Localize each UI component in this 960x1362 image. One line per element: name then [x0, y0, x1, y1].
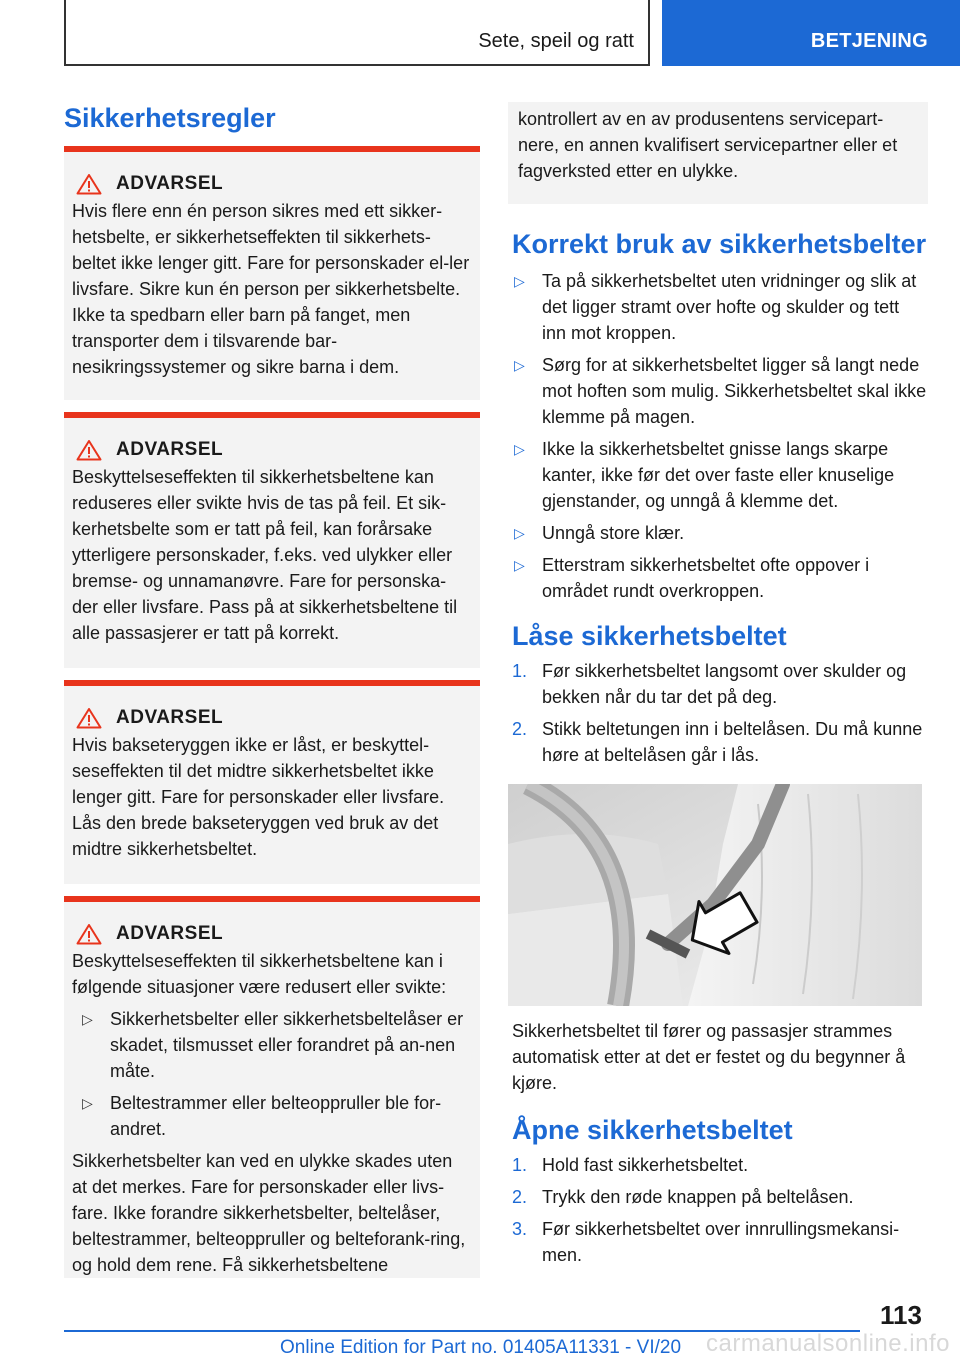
heading-lock-belt: Låse sikkerhetsbeltet	[512, 621, 787, 651]
triangle-bullet-icon: ▷	[82, 1011, 93, 1027]
triangle-bullet-icon: ▷	[514, 357, 525, 373]
warning-box-3	[64, 680, 480, 884]
section-title: Sete, speil og ratt	[478, 30, 634, 52]
header-chapter-tab[interactable]	[662, 0, 960, 66]
triangle-bullet-icon: ▷	[514, 525, 525, 541]
list-item: ▷ Sikkerhetsbelter eller sikkerhetsbeltelåser er skadet, tilsmusset eller forandret på an-nen måte.	[80, 1006, 472, 1084]
list-item: 2. Trykk den røde knappen på beltelåsen.	[512, 1187, 854, 1207]
list-item: ▷ Unngå store klær.	[512, 520, 928, 546]
warning-triangle-icon	[76, 172, 106, 196]
warning-box-4	[64, 896, 480, 1278]
page-number: 113	[880, 1300, 922, 1330]
figure-caption: Sikkerhetsbeltet til fører og passasjer strammes automatisk etter at det er festet og du begynner å kjøre.	[512, 1021, 906, 1093]
heading-correct-use: Korrekt bruk av sikkerhetsbelter	[512, 229, 927, 259]
triangle-bullet-icon: ▷	[514, 441, 525, 457]
list-item: ▷ Beltestrammer eller belteoppruller ble for-andret.	[80, 1090, 472, 1142]
list-item: 1. Før sikkerhetsbeltet langsomt over skulder og bekken når du tar det på deg.	[512, 661, 907, 707]
warning-list	[72, 1006, 472, 1142]
warning-outro: Sikkerhetsbelter kan ved en ulykke skades uten at det merkes. Fare for personskader eller livs-fare. Ikke forandre sikkerhetsbelter, beltelåser, beltestrammer, belteoppruller og belteforank-ring, og hold dem rene. Få sikkerhetsbeltene	[72, 1151, 466, 1275]
list-item: 3. Før sikkerhetsbeltet over innrullingsmekansi-men.	[512, 1219, 900, 1265]
watermark: carmanualsonline.info	[706, 1330, 950, 1357]
triangle-bullet-icon: ▷	[514, 557, 525, 573]
continued-text: kontrollert av en av produsentens servicepart-nere, en annen kvalifisert servicepartner eller et fagverksted etter en ulykke.	[518, 109, 898, 181]
triangle-bullet-icon: ▷	[82, 1095, 93, 1111]
list-item: ▷ Sørg for at sikkerhetsbeltet ligger så langt nede mot hoften som mulig. Sikkerhetsbeltet skal ikke klemme på magen.	[512, 352, 928, 430]
warning-triangle-icon	[76, 922, 106, 946]
right-column	[508, 102, 928, 1274]
warning-title: ADVARSEL	[116, 439, 224, 460]
lock-steps	[512, 658, 928, 768]
left-column	[64, 100, 480, 1278]
open-steps	[512, 1152, 928, 1268]
heading-open-belt: Åpne sikkerhetsbeltet	[512, 1115, 793, 1145]
list-item: ▷ Ta på sikkerhetsbeltet uten vridninger og slik at det ligger stramt over hofte og skulder og tett inn mot kroppen.	[512, 268, 928, 346]
warning-box-2	[64, 412, 480, 668]
header-section-box	[64, 0, 650, 66]
warning-text: Beskyttelseseffekten til sikkerhetsbeltene kan reduseres eller svikte hvis de tas på feil. Et sik-kerhetsbelte som er tatt på feil, kan forårsake ytterligere personskader, f.eks. ved ulykker eller bremse- og unnamanøvre. Fare for personska-der eller livsfare. Pass på at sikkerhetsbeltene til alle passasjerer er tatt på korrekt.	[72, 467, 458, 643]
list-item: 2. Stikk beltetungen inn i beltelåsen. Du må kunne høre at beltelåsen går i lås.	[512, 719, 923, 765]
warning-title: ADVARSEL	[116, 923, 224, 944]
correct-use-list	[512, 268, 928, 604]
list-item: 1. Hold fast sikkerhetsbeltet.	[512, 1155, 749, 1175]
warning-triangle-icon	[76, 438, 106, 462]
warning-text: Hvis bakseteryggen ikke er låst, er beskyttel-seseffekten til det midtre sikkerhetsbeltet ikke lenger gitt. Fare for personskader eller livsfare. Lås den brede bakseteryggen ved bruk av det midtre sikkerhetsbeltet.	[72, 735, 445, 859]
chapter-title: BETJENING	[810, 30, 928, 52]
warning-box-1	[64, 146, 480, 400]
footer-edition: Online Edition for Part no. 01405A11331 - VI/20	[280, 1337, 682, 1358]
continued-warning-box	[508, 102, 928, 204]
warning-title: ADVARSEL	[116, 707, 224, 728]
list-item: ▷ Ikke la sikkerhetsbeltet gnisse langs skarpe kanter, ikke før det over faste eller knuselige gjenstander, og unngå å klemme det.	[512, 436, 928, 514]
warning-title: ADVARSEL	[116, 173, 224, 194]
triangle-bullet-icon: ▷	[514, 273, 525, 289]
heading-safety-rules: Sikkerhetsregler	[64, 103, 276, 133]
warning-triangle-icon	[76, 706, 106, 730]
seat-belt-buckle-illustration	[508, 784, 922, 1006]
warning-intro: Beskyttelseseffekten til sikkerhetsbeltene kan i følgende situasjoner være redusert eller svikte:	[72, 951, 447, 997]
warning-text: Hvis flere enn én person sikres med ett sikker-hetsbelte, er sikkerhetseffekten til sikkerhets-beltet ikke lenger gitt. Fare for personskader el-ler livsfare. Sikre kun én person per sikkerhetsbelte. Ikke ta spedbarn eller barn på fanget, men transporter dem i tilsvarende bar-nesikringssystemer og sikre barna i dem.	[72, 201, 470, 377]
list-item: ▷ Etterstram sikkerhetsbeltet ofte oppover i området rundt overkroppen.	[512, 552, 928, 604]
